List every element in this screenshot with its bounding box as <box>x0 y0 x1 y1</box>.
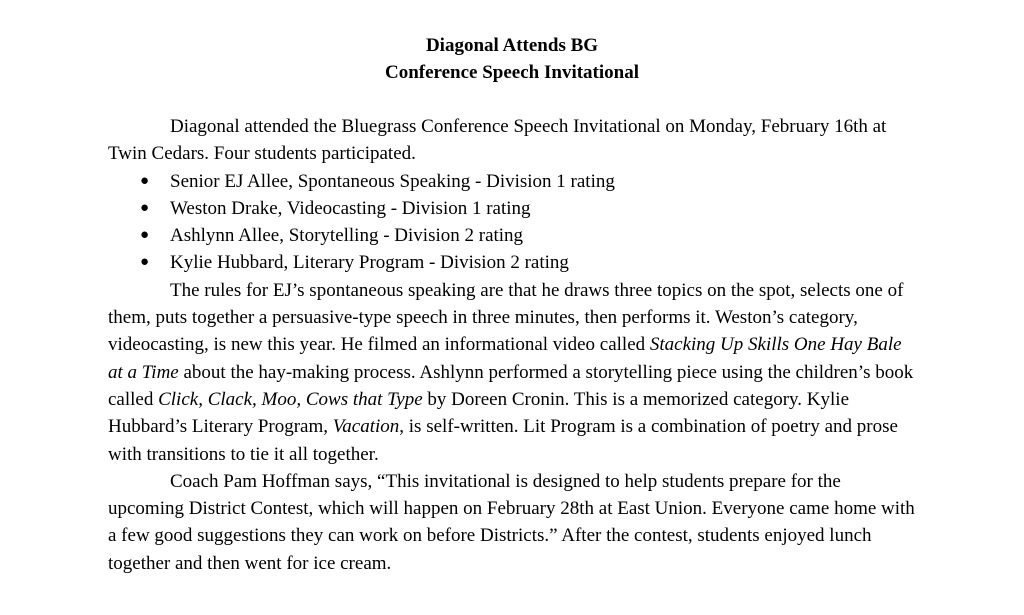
participant-text: Ashlynn Allee, Storytelling - Division 2 rating <box>170 225 524 247</box>
details-text-4: , is self-written. Lit Program is a combination of poetry and prose with transitions to tie it all together. <box>108 416 898 465</box>
quote-paragraph: Coach Pam Hoffman says, “This invitational is designed to help students prepare for the upcoming District Contest, which will happen on February 28th at East Union. Everyone came home with a few good suggestions they can work on before Districts.” After the contest, students enjoyed lunch together and then went for ice cream. <box>108 470 915 574</box>
details-text-3: by Doreen Cronin. This is a memorized category. Kylie Hubbard’s Literary Program, <box>108 388 850 438</box>
bullet-icon: ● <box>140 227 150 244</box>
list-item <box>108 249 916 276</box>
article-title <box>108 32 916 86</box>
details-paragraph <box>108 277 916 468</box>
document-page <box>108 32 916 577</box>
list-item <box>108 195 916 222</box>
book-title: Click, Clack, Moo, Cows that Type <box>158 388 423 410</box>
title-line-1: Diagonal Attends BG <box>425 35 599 56</box>
details-text-1: The rules for EJ’s spontaneous speaking are that he draws three topics on the spot, selects one of them, puts together a persuasive-type speech in three minutes, then performs it. Weston’s category, videocasting, is new this year. He filmed an informational video called <box>108 279 904 356</box>
program-title: Vacation <box>332 416 400 438</box>
list-item <box>108 168 916 195</box>
bullet-icon: ● <box>140 254 150 271</box>
participant-text: Senior EJ Allee, Spontaneous Speaking - Division 1 rating <box>170 170 615 192</box>
participant-text: Weston Drake, Videocasting - Division 1 rating <box>170 197 531 219</box>
participant-text: Kylie Hubbard, Literary Program - Division 2 rating <box>170 252 569 274</box>
details-text-2: about the hay-making process. Ashlynn performed a storytelling piece using the children’s book called <box>108 361 914 410</box>
list-item <box>108 222 916 249</box>
bullet-icon: ● <box>140 199 150 216</box>
intro-paragraph: Diagonal attended the Bluegrass Conference Speech Invitational on Monday, February 16th at Twin Cedars. Four students participated. <box>108 116 887 165</box>
bullet-icon: ● <box>140 172 150 189</box>
participant-list <box>108 168 916 277</box>
video-title: Stacking Up Skills One Hay Bale at a Time <box>108 334 902 383</box>
title-line-2: Conference Speech Invitational <box>384 62 640 83</box>
